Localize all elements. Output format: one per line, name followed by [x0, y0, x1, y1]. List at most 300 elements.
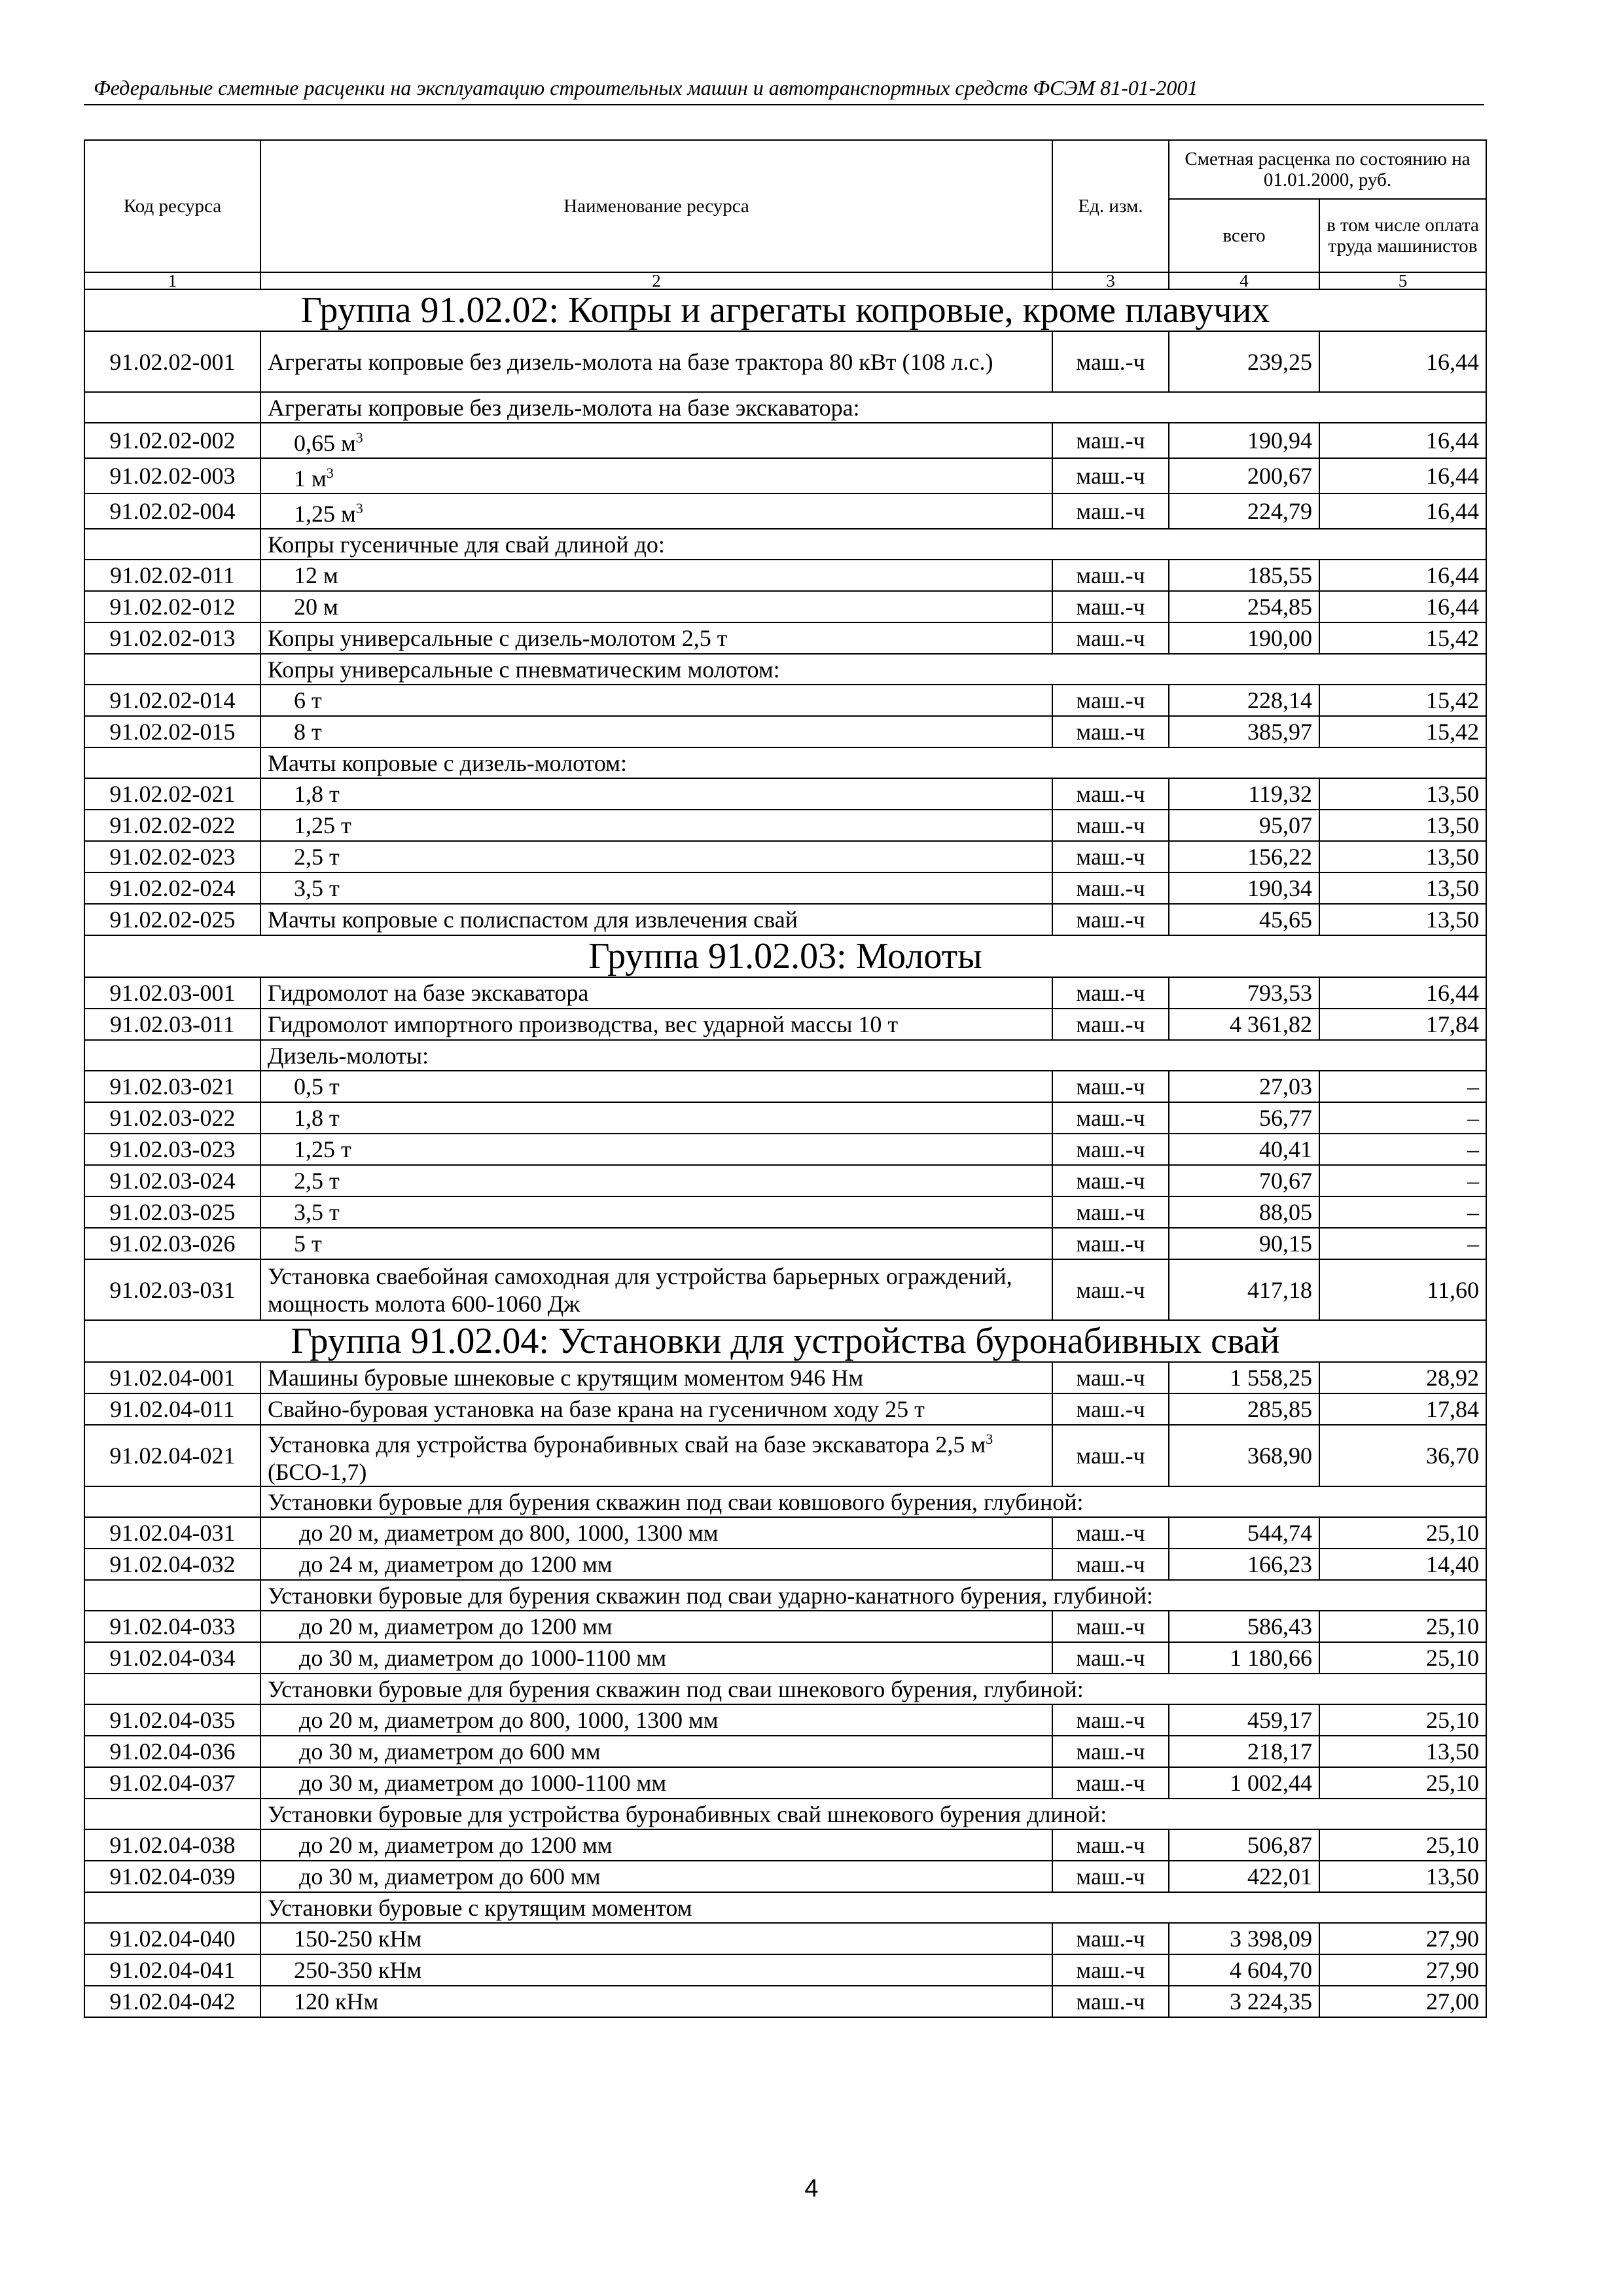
operator-wage: 16,44 [1319, 560, 1486, 591]
price-total: 200,67 [1169, 458, 1319, 493]
price-total: 1 180,66 [1169, 1642, 1319, 1674]
resource-name [260, 810, 1052, 841]
resource-name-text: 1,25 т [294, 812, 351, 838]
group-heading-row [84, 1320, 1486, 1362]
operator-wage: 13,50 [1319, 904, 1486, 935]
resource-name-text: Агрегаты копровые без дизель-молота на базе трактора 80 кВт (108 л.с.) [268, 348, 993, 375]
resource-name [260, 1767, 1052, 1799]
resource-code: 91.02.04-042 [84, 1986, 260, 2017]
section-label-row [84, 1799, 1486, 1829]
operator-wage: 16,44 [1319, 493, 1486, 529]
resource-name-text: до 20 м, диаметром до 1200 мм [299, 1613, 613, 1640]
price-total: 40,41 [1169, 1134, 1319, 1165]
unit: маш.-ч [1052, 716, 1169, 747]
section-empty-cell [84, 747, 260, 778]
section-empty-cell [84, 1799, 260, 1829]
resource-name-text: 120 кНм [294, 1988, 379, 2015]
price-total: 224,79 [1169, 493, 1319, 529]
section-label-row [84, 1892, 1486, 1923]
resource-code: 91.02.04-033 [84, 1611, 260, 1642]
table-row [84, 423, 1486, 458]
price-total: 156,22 [1169, 841, 1319, 872]
resource-code: 91.02.03-024 [84, 1165, 260, 1196]
table-row [84, 1102, 1486, 1134]
table-row [84, 1362, 1486, 1393]
price-total: 119,32 [1169, 778, 1319, 810]
unit: маш.-ч [1052, 1704, 1169, 1736]
resource-code: 91.02.02-004 [84, 493, 260, 529]
operator-wage: 28,92 [1319, 1362, 1486, 1393]
resource-code: 91.02.02-002 [84, 423, 260, 458]
unit: маш.-ч [1052, 1259, 1169, 1320]
section-label-row [84, 529, 1486, 560]
table-row [84, 1517, 1486, 1549]
resource-code: 91.02.04-036 [84, 1736, 260, 1767]
operator-wage: 16,44 [1319, 591, 1486, 622]
price-total: 586,43 [1169, 1611, 1319, 1642]
section-label: Установки буровые с крутящим моментом [260, 1892, 1486, 1923]
operator-wage: 13,50 [1319, 841, 1486, 872]
resource-code: 91.02.04-032 [84, 1549, 260, 1580]
group-heading-row [84, 935, 1486, 977]
resource-code: 91.02.04-001 [84, 1362, 260, 1393]
table-row [84, 1196, 1486, 1228]
resource-name-text: до 20 м, диаметром до 800, 1000, 1300 мм [299, 1707, 719, 1733]
price-total: 506,87 [1169, 1829, 1319, 1861]
table-row [84, 622, 1486, 654]
section-empty-cell [84, 1040, 260, 1071]
group-heading: Группа 91.02.02: Копры и агрегаты копровые, кроме плавучих [84, 289, 1486, 331]
operator-wage: 17,84 [1319, 1393, 1486, 1425]
price-total: 190,34 [1169, 872, 1319, 904]
operator-wage: 36,70 [1319, 1425, 1486, 1486]
section-empty-cell [84, 1486, 260, 1517]
resource-name-text: 8 т [294, 719, 322, 745]
unit: маш.-ч [1052, 1362, 1169, 1393]
price-total: 90,15 [1169, 1228, 1319, 1259]
table-row [84, 1425, 1486, 1486]
resource-code: 91.02.04-031 [84, 1517, 260, 1549]
resource-name-suffix: (БСО-1,7) [268, 1459, 367, 1485]
operator-wage: 13,50 [1319, 810, 1486, 841]
resource-name-text: 1,25 м [294, 501, 356, 527]
operator-wage: 16,44 [1319, 423, 1486, 458]
resource-code: 91.02.04-038 [84, 1829, 260, 1861]
section-label: Копры гусеничные для свай длиной до: [260, 529, 1486, 560]
operator-wage: 17,84 [1319, 1009, 1486, 1040]
resource-name-text: Установка для устройства буронабивных свай на базе экскаватора 2,5 м [268, 1431, 986, 1458]
resource-name-text: Машины буровые шнековые с крутящим моментом 946 Нм [268, 1365, 864, 1391]
resource-name [260, 1362, 1052, 1393]
resource-code: 91.02.02-003 [84, 458, 260, 493]
resource-name [260, 977, 1052, 1009]
operator-wage: 13,50 [1319, 1861, 1486, 1892]
resource-name [260, 458, 1052, 493]
resource-code: 91.02.03-011 [84, 1009, 260, 1040]
resource-name [260, 1829, 1052, 1861]
resource-code: 91.02.02-014 [84, 685, 260, 716]
resource-name-text: 3,5 т [294, 875, 340, 901]
table-row [84, 904, 1486, 935]
price-total: 56,77 [1169, 1102, 1319, 1134]
operator-wage: – [1319, 1134, 1486, 1165]
resource-code: 91.02.04-039 [84, 1861, 260, 1892]
operator-wage: – [1319, 1165, 1486, 1196]
price-total: 285,85 [1169, 1393, 1319, 1425]
unit: маш.-ч [1052, 560, 1169, 591]
resource-code: 91.02.02-021 [84, 778, 260, 810]
unit: маш.-ч [1052, 1102, 1169, 1134]
section-label: Агрегаты копровые без дизель-молота на базе экскаватора: [260, 392, 1486, 423]
resource-name-text: Гидромолот на базе экскаватора [268, 980, 589, 1006]
table-row [84, 1767, 1486, 1799]
resource-name [260, 1009, 1052, 1040]
group-heading: Группа 91.02.03: Молоты [84, 935, 1486, 977]
section-empty-cell [84, 392, 260, 423]
unit: маш.-ч [1052, 1517, 1169, 1549]
unit: маш.-ч [1052, 1861, 1169, 1892]
price-total: 4 604,70 [1169, 1954, 1319, 1986]
table-row [84, 977, 1486, 1009]
unit-superscript: 3 [355, 429, 363, 446]
table-row [84, 493, 1486, 529]
resource-name [260, 1102, 1052, 1134]
price-total: 459,17 [1169, 1704, 1319, 1736]
resource-name-text: 1,8 т [294, 1105, 340, 1131]
price-total: 544,74 [1169, 1517, 1319, 1549]
section-label-row [84, 1486, 1486, 1517]
table-row [84, 1923, 1486, 1954]
operator-wage: 14,40 [1319, 1549, 1486, 1580]
table-row [84, 1134, 1486, 1165]
resource-name [260, 1954, 1052, 1986]
running-header: Федеральные сметные расценки на эксплуатацию строительных машин и автотранспортных средств ФСЭМ 81-01-2001 [94, 76, 1198, 99]
unit: маш.-ч [1052, 1165, 1169, 1196]
price-total: 185,55 [1169, 560, 1319, 591]
table-row [84, 778, 1486, 810]
resource-name [260, 1611, 1052, 1642]
resource-code: 91.02.02-015 [84, 716, 260, 747]
resource-name-text: до 20 м, диаметром до 1200 мм [299, 1832, 613, 1858]
resource-name [260, 841, 1052, 872]
resource-name-text: 0,65 м [294, 430, 356, 456]
resource-name [260, 493, 1052, 529]
col-number: 4 [1169, 272, 1319, 289]
unit: маш.-ч [1052, 1642, 1169, 1674]
resource-name [260, 591, 1052, 622]
resource-name [260, 1134, 1052, 1165]
resource-code: 91.02.04-011 [84, 1393, 260, 1425]
resource-code: 91.02.02-023 [84, 841, 260, 872]
price-total: 88,05 [1169, 1196, 1319, 1228]
resource-code: 91.02.02-025 [84, 904, 260, 935]
price-total: 190,00 [1169, 622, 1319, 654]
resource-price-table [84, 139, 1487, 2018]
resource-code: 91.02.04-021 [84, 1425, 260, 1486]
col-header-wage: в том числе оплата труда машинистов [1319, 199, 1486, 272]
table-row [84, 1549, 1486, 1580]
price-total: 3 398,09 [1169, 1923, 1319, 1954]
resource-code: 91.02.03-001 [84, 977, 260, 1009]
operator-wage: 15,42 [1319, 716, 1486, 747]
column-number-row [84, 272, 1486, 289]
table-row [84, 716, 1486, 747]
section-empty-cell [84, 654, 260, 685]
resource-code: 91.02.02-022 [84, 810, 260, 841]
section-label-row [84, 1580, 1486, 1611]
table-row [84, 1642, 1486, 1674]
table-row [84, 1259, 1486, 1320]
price-total: 190,94 [1169, 423, 1319, 458]
resource-name [260, 1923, 1052, 1954]
price-total: 27,03 [1169, 1071, 1319, 1102]
unit: маш.-ч [1052, 1611, 1169, 1642]
unit: маш.-ч [1052, 1549, 1169, 1580]
resource-code: 91.02.04-035 [84, 1704, 260, 1736]
table-row [84, 1009, 1486, 1040]
section-label: Установки буровые для бурения скважин под сваи шнекового бурения, глубиной: [260, 1674, 1486, 1704]
section-empty-cell [84, 1580, 260, 1611]
resource-name-text: 1,25 т [294, 1136, 351, 1162]
table-row [84, 1228, 1486, 1259]
unit: маш.-ч [1052, 1829, 1169, 1861]
resource-name [260, 1071, 1052, 1102]
unit: маш.-ч [1052, 458, 1169, 493]
resource-name [260, 716, 1052, 747]
group-heading-row [84, 289, 1486, 331]
price-total: 70,67 [1169, 1165, 1319, 1196]
table-row [84, 1829, 1486, 1861]
unit: маш.-ч [1052, 1196, 1169, 1228]
table-row [84, 1071, 1486, 1102]
section-empty-cell [84, 1674, 260, 1704]
unit: маш.-ч [1052, 904, 1169, 935]
unit: маш.-ч [1052, 810, 1169, 841]
resource-name-text: до 30 м, диаметром до 1000-1100 мм [299, 1770, 667, 1796]
resource-name-text: до 20 м, диаметром до 800, 1000, 1300 мм [299, 1520, 719, 1546]
unit: маш.-ч [1052, 1393, 1169, 1425]
price-total: 385,97 [1169, 716, 1319, 747]
price-total: 218,17 [1169, 1736, 1319, 1767]
section-label-row [84, 654, 1486, 685]
unit: маш.-ч [1052, 977, 1169, 1009]
operator-wage: 15,42 [1319, 685, 1486, 716]
resource-name-text: 1 м [294, 465, 327, 492]
resource-name [260, 1228, 1052, 1259]
price-total: 95,07 [1169, 810, 1319, 841]
unit-superscript: 3 [355, 500, 363, 516]
resource-code: 91.02.03-031 [84, 1259, 260, 1320]
table-row [84, 1165, 1486, 1196]
resource-code: 91.02.02-013 [84, 622, 260, 654]
resource-name-text: Установка сваебойная самоходная для устройства барьерных ограждений, мощность молота 600-1060 Дж [268, 1263, 1012, 1317]
unit: маш.-ч [1052, 1954, 1169, 1986]
section-label-row [84, 1040, 1486, 1071]
unit: маш.-ч [1052, 493, 1169, 529]
table-row [84, 1861, 1486, 1892]
table-body [84, 289, 1486, 2017]
operator-wage: 13,50 [1319, 1736, 1486, 1767]
resource-name [260, 1517, 1052, 1549]
unit: маш.-ч [1052, 872, 1169, 904]
resource-code: 91.02.04-034 [84, 1642, 260, 1674]
resource-code: 91.02.02-012 [84, 591, 260, 622]
resource-name [260, 904, 1052, 935]
resource-code: 91.02.02-001 [84, 331, 260, 392]
table-row [84, 810, 1486, 841]
section-label-row [84, 747, 1486, 778]
section-label: Копры универсальные с пневматическим молотом: [260, 654, 1486, 685]
price-total: 1 002,44 [1169, 1767, 1319, 1799]
resource-name-text: 6 т [294, 687, 322, 713]
resource-code: 91.02.04-041 [84, 1954, 260, 1986]
unit: маш.-ч [1052, 1009, 1169, 1040]
section-label-row [84, 1674, 1486, 1704]
resource-name-text: до 30 м, диаметром до 1000-1100 мм [299, 1645, 667, 1671]
section-label: Установки буровые для устройства буронабивных свай шнекового бурения длиной: [260, 1799, 1486, 1829]
resource-name-text: до 30 м, диаметром до 600 мм [299, 1738, 601, 1765]
price-total: 4 361,82 [1169, 1009, 1319, 1040]
section-label: Мачты копровые с дизель-молотом: [260, 747, 1486, 778]
resource-name-text: 3,5 т [294, 1199, 340, 1225]
resource-name [260, 423, 1052, 458]
resource-name-text: Свайно-буровая установка на базе крана на гусеничном ходу 25 т [268, 1396, 925, 1422]
resource-name [260, 1196, 1052, 1228]
col-number: 1 [84, 272, 260, 289]
resource-name [260, 1165, 1052, 1196]
section-empty-cell [84, 529, 260, 560]
unit: маш.-ч [1052, 331, 1169, 392]
operator-wage: – [1319, 1071, 1486, 1102]
section-label-row [84, 392, 1486, 423]
resource-name-text: Копры универсальные с дизель-молотом 2,5 т [268, 625, 728, 651]
operator-wage: – [1319, 1196, 1486, 1228]
resource-name-text: до 30 м, диаметром до 600 мм [299, 1863, 601, 1890]
col-number: 3 [1052, 272, 1169, 289]
resource-name-text: 12 м [294, 562, 338, 588]
table-row [84, 591, 1486, 622]
unit: маш.-ч [1052, 1134, 1169, 1165]
operator-wage: 15,42 [1319, 622, 1486, 654]
resource-name [260, 331, 1052, 392]
operator-wage: 13,50 [1319, 872, 1486, 904]
page-number: 4 [804, 2175, 819, 2202]
resource-name-text: 150-250 кНм [294, 1926, 422, 1952]
section-empty-cell [84, 1892, 260, 1923]
price-total: 422,01 [1169, 1861, 1319, 1892]
operator-wage: – [1319, 1102, 1486, 1134]
resource-name [260, 1704, 1052, 1736]
resource-name-text: 5 т [294, 1230, 322, 1257]
price-total: 368,90 [1169, 1425, 1319, 1486]
table-row [84, 841, 1486, 872]
resource-name [260, 1861, 1052, 1892]
group-heading: Группа 91.02.04: Установки для устройства буронабивных свай [84, 1320, 1486, 1362]
price-total: 417,18 [1169, 1259, 1319, 1320]
col-header-unit: Ед. изм. [1052, 140, 1169, 272]
table-row [84, 685, 1486, 716]
resource-name [260, 872, 1052, 904]
unit: маш.-ч [1052, 1986, 1169, 2017]
price-total: 228,14 [1169, 685, 1319, 716]
operator-wage: 16,44 [1319, 331, 1486, 392]
resource-name [260, 1642, 1052, 1674]
section-label: Дизель-молоты: [260, 1040, 1486, 1071]
resource-name [260, 1549, 1052, 1580]
operator-wage: 27,00 [1319, 1986, 1486, 2017]
resource-name [260, 622, 1052, 654]
price-total: 45,65 [1169, 904, 1319, 935]
resource-code: 91.02.03-023 [84, 1134, 260, 1165]
col-header-total: всего [1169, 199, 1319, 272]
operator-wage: 25,10 [1319, 1517, 1486, 1549]
resource-name [260, 778, 1052, 810]
operator-wage: 16,44 [1319, 458, 1486, 493]
col-number: 2 [260, 272, 1052, 289]
unit: маш.-ч [1052, 778, 1169, 810]
header-rule [84, 104, 1484, 105]
table-row [84, 872, 1486, 904]
unit: маш.-ч [1052, 423, 1169, 458]
operator-wage: 25,10 [1319, 1611, 1486, 1642]
price-total: 1 558,25 [1169, 1362, 1319, 1393]
col-header-price: Сметная расценка по состоянию на 01.01.2000, руб. [1169, 140, 1486, 199]
table-row [84, 1954, 1486, 1986]
price-total: 239,25 [1169, 331, 1319, 392]
unit: маш.-ч [1052, 622, 1169, 654]
unit: маш.-ч [1052, 1736, 1169, 1767]
price-total: 793,53 [1169, 977, 1319, 1009]
price-total: 3 224,35 [1169, 1986, 1319, 2017]
resource-name-text: Гидромолот импортного производства, вес ударной массы 10 т [268, 1011, 899, 1037]
resource-name-text: 0,5 т [294, 1073, 340, 1100]
operator-wage: 13,50 [1319, 778, 1486, 810]
resource-name [260, 1425, 1052, 1486]
section-label: Установки буровые для бурения скважин под сваи ударно-канатного бурения, глубиной: [260, 1580, 1486, 1611]
resource-name-text: 2,5 т [294, 1168, 340, 1194]
resource-code: 91.02.04-037 [84, 1767, 260, 1799]
price-total: 254,85 [1169, 591, 1319, 622]
price-total: 166,23 [1169, 1549, 1319, 1580]
unit: маш.-ч [1052, 1071, 1169, 1102]
operator-wage: 27,90 [1319, 1923, 1486, 1954]
resource-name [260, 685, 1052, 716]
operator-wage: 11,60 [1319, 1259, 1486, 1320]
unit: маш.-ч [1052, 1923, 1169, 1954]
resource-name-text: до 24 м, диаметром до 1200 мм [299, 1551, 613, 1577]
unit: маш.-ч [1052, 591, 1169, 622]
resource-name [260, 1393, 1052, 1425]
resource-name [260, 560, 1052, 591]
table-row [84, 458, 1486, 493]
unit: маш.-ч [1052, 841, 1169, 872]
table-row [84, 331, 1486, 392]
operator-wage: – [1319, 1228, 1486, 1259]
unit: маш.-ч [1052, 685, 1169, 716]
table-row [84, 560, 1486, 591]
col-header-code: Код ресурса [84, 140, 260, 272]
unit-superscript: 3 [326, 465, 334, 481]
resource-name-text: 20 м [294, 594, 338, 620]
resource-code: 91.02.03-021 [84, 1071, 260, 1102]
table-row [84, 1393, 1486, 1425]
resource-name-text: Мачты копровые с полиспастом для извлечения свай [268, 906, 798, 933]
resource-name-text: 2,5 т [294, 844, 340, 870]
resource-name [260, 1259, 1052, 1320]
unit: маш.-ч [1052, 1228, 1169, 1259]
resource-code: 91.02.03-022 [84, 1102, 260, 1134]
resource-code: 91.02.03-025 [84, 1196, 260, 1228]
